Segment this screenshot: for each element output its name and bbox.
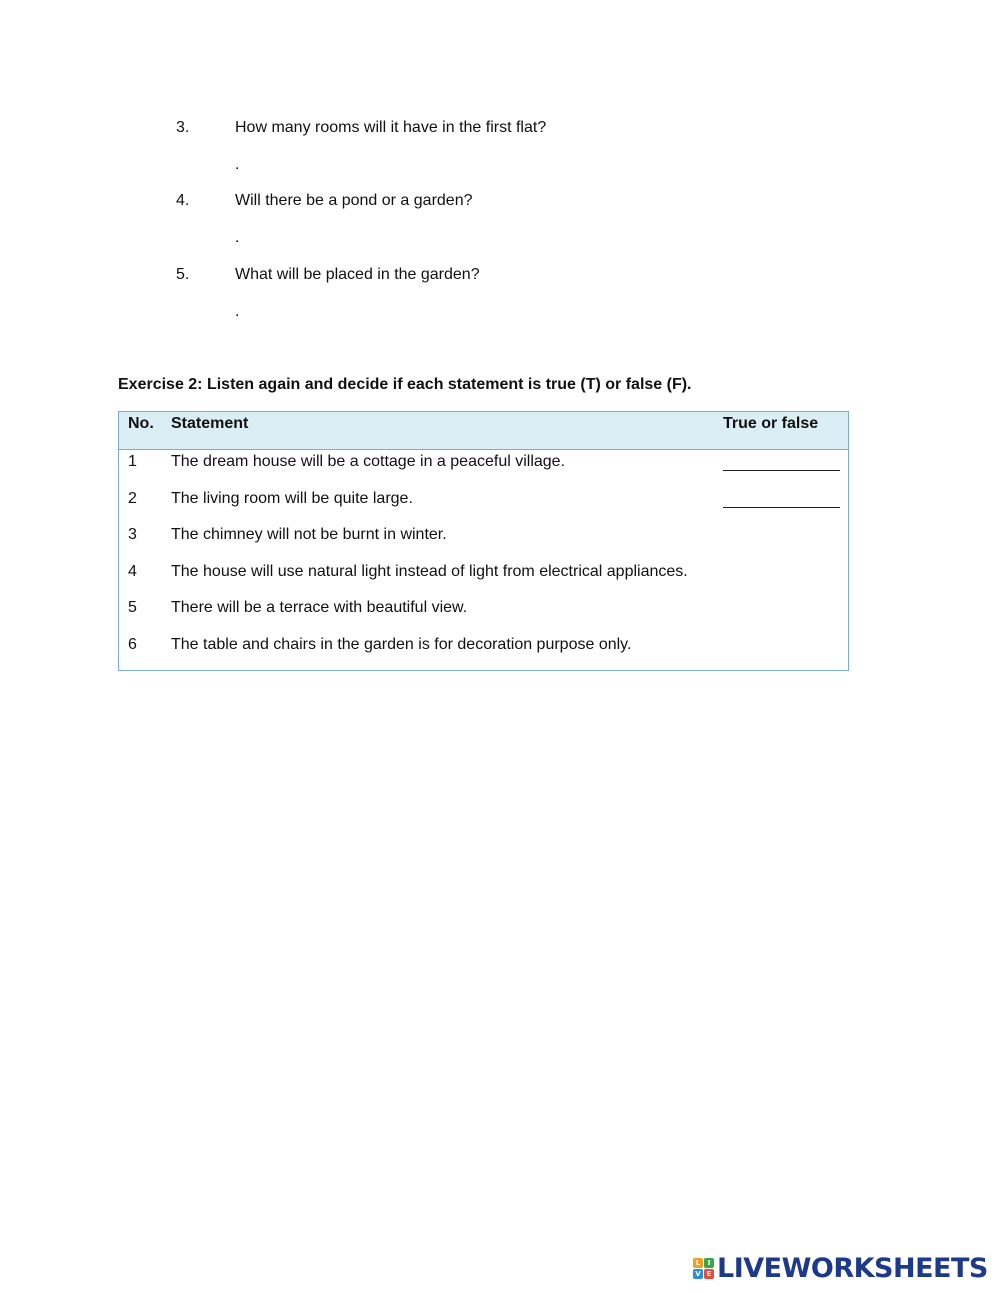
answer-blank[interactable]: [723, 507, 840, 508]
liveworksheets-logo-icon: [693, 1258, 715, 1280]
header-statement: Statement: [171, 415, 249, 432]
header-no: No.: [128, 415, 154, 432]
row-statement: The house will use natural light instead of light from electrical appliances.: [171, 563, 688, 580]
logo-icon-tile-i: I: [704, 1258, 714, 1268]
header-true-false: True or false: [723, 415, 819, 432]
logo-icon-tile-l: L: [693, 1258, 703, 1268]
answer-field[interactable]: .: [235, 156, 240, 173]
true-false-table: [118, 411, 849, 671]
question-number: 4.: [176, 192, 190, 209]
question-text: Will there be a pond or a garden?: [235, 192, 473, 209]
row-number: 5: [128, 599, 137, 616]
answer-field[interactable]: .: [235, 229, 240, 246]
row-statement: The table and chairs in the garden is for decoration purpose only.: [171, 636, 632, 653]
row-number: 1: [128, 453, 137, 470]
table-header: [119, 412, 848, 450]
answer-field[interactable]: .: [235, 303, 240, 320]
answer-blank[interactable]: [723, 470, 840, 471]
row-statement: There will be a terrace with beautiful view.: [171, 599, 468, 616]
question-text: How many rooms will it have in the first flat?: [235, 119, 547, 136]
exercise-title: Exercise 2: Listen again and decide if each statement is true (T) or false (F).: [118, 376, 692, 393]
logo-text: LIVEWORKSHEETS: [717, 1253, 988, 1284]
question-number: 5.: [176, 266, 190, 283]
row-number: 2: [128, 490, 137, 507]
row-statement: The living room will be quite large.: [171, 490, 413, 507]
row-number: 3: [128, 526, 137, 543]
question-number: 3.: [176, 119, 190, 136]
row-statement: The chimney will not be burnt in winter.: [171, 526, 447, 543]
row-number: 4: [128, 563, 137, 580]
row-statement: The dream house will be a cottage in a peaceful village.: [171, 453, 566, 470]
question-text: What will be placed in the garden?: [235, 266, 480, 283]
row-number: 6: [128, 636, 137, 653]
logo-icon-tile-v: V: [693, 1269, 703, 1279]
logo-icon-tile-e: E: [704, 1269, 714, 1279]
